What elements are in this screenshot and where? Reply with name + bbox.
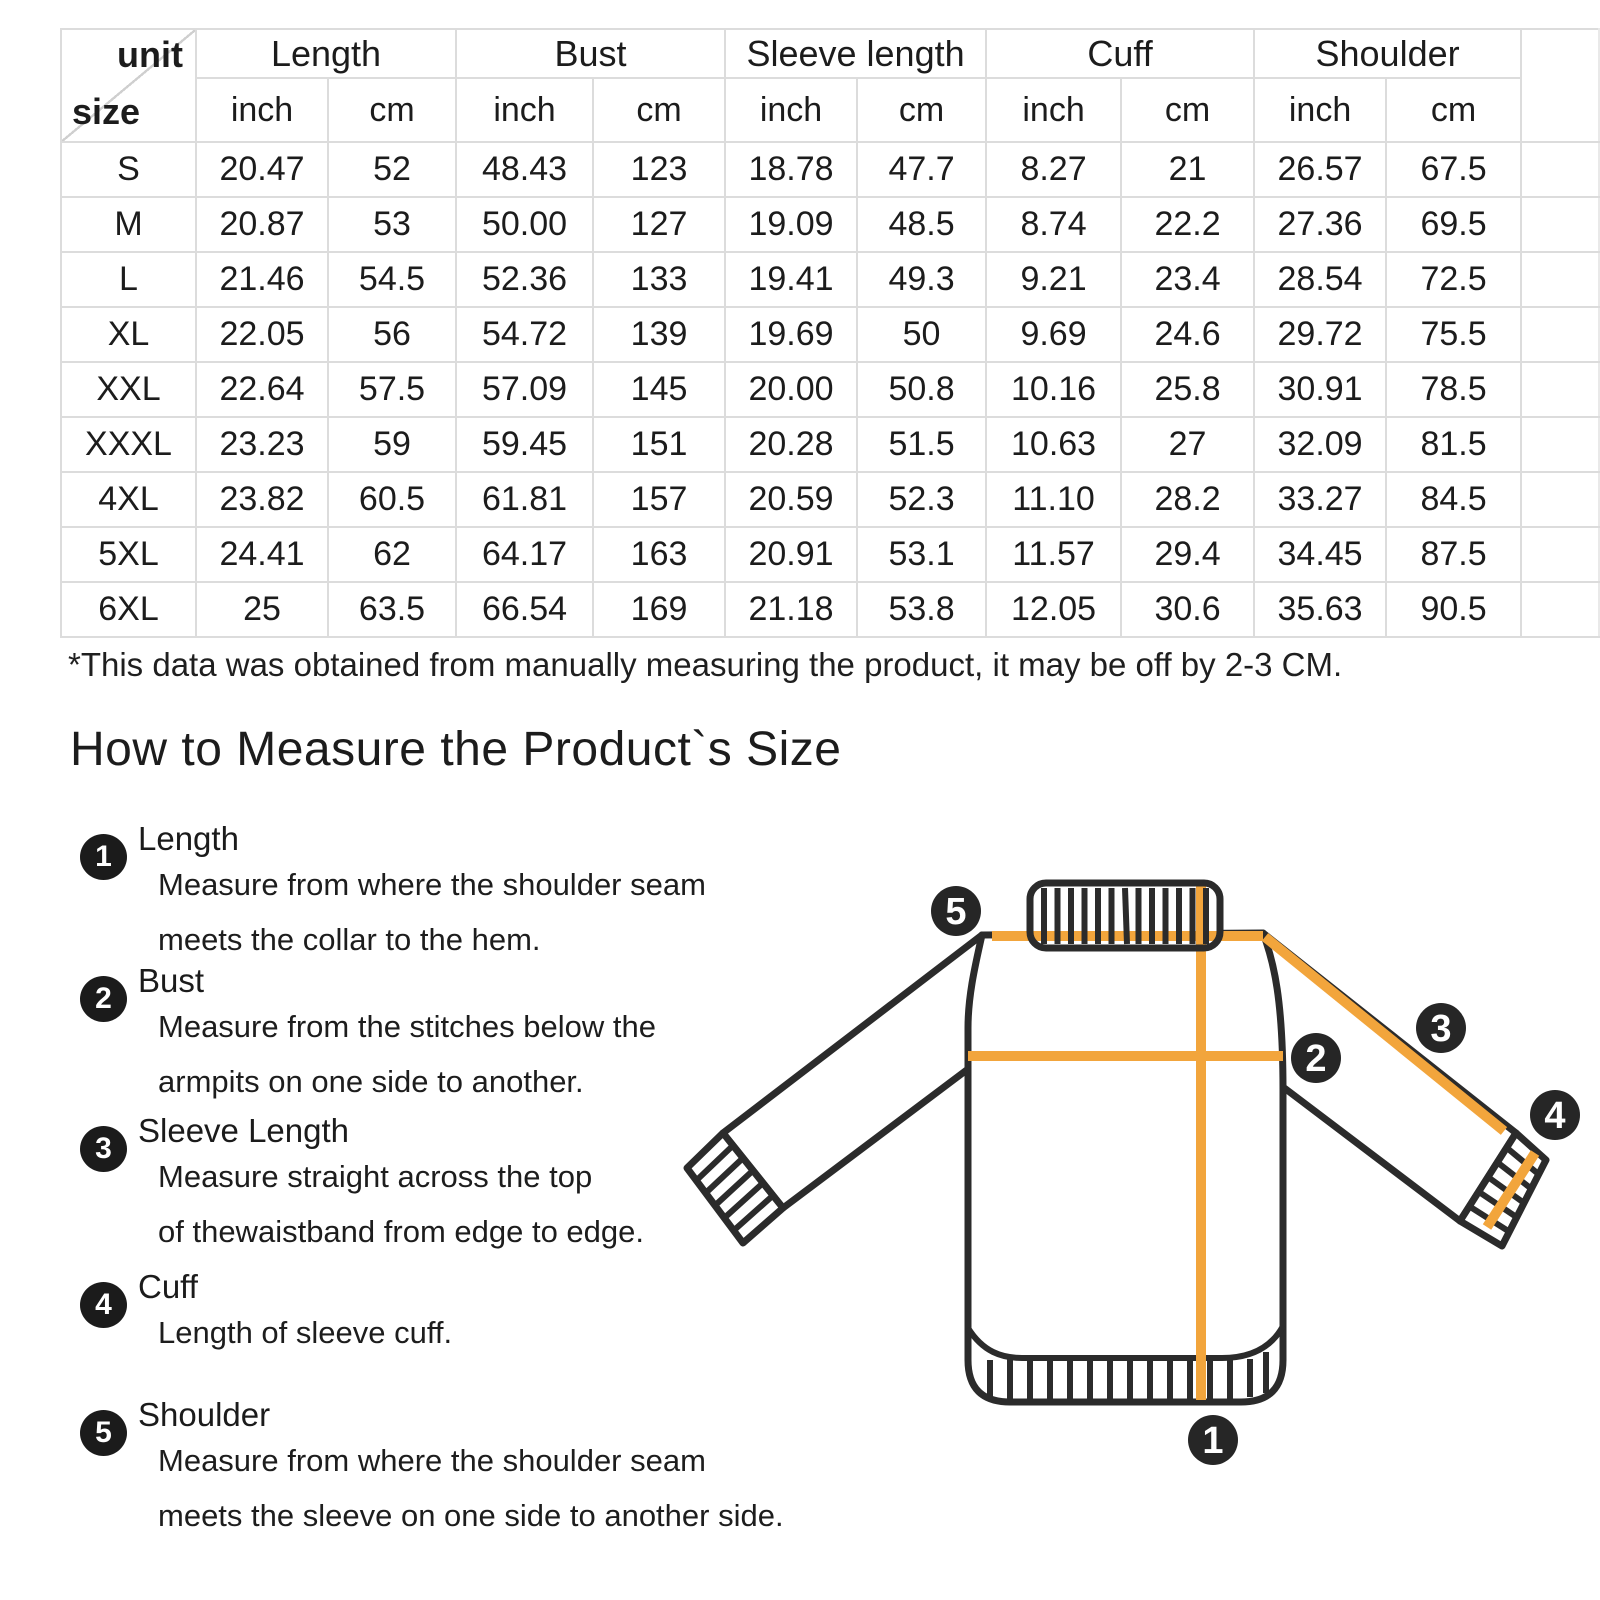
- table-row-l: [61, 252, 1599, 307]
- sweater-body: [968, 933, 1283, 1402]
- value-cell: 11.57: [986, 527, 1121, 582]
- section-title: How to Measure the Product`s Size: [70, 723, 842, 776]
- step-description-line: meets the sleeve on one side to another side.: [158, 1498, 784, 1533]
- value-cell: 28.2: [1121, 472, 1254, 527]
- value-cell: 84.5: [1386, 472, 1521, 527]
- column-group-bust: Bust: [456, 29, 725, 78]
- value-cell: 22.64: [196, 362, 328, 417]
- value-cell: 64.17: [456, 527, 593, 582]
- value-cell: 20.91: [725, 527, 857, 582]
- value-cell: 59: [328, 417, 456, 472]
- value-cell: 27: [1121, 417, 1254, 472]
- column-group-sleeve-length: Sleeve length: [725, 29, 986, 78]
- unit-header-cm: cm: [1121, 78, 1254, 142]
- table-sliver-cell: [1521, 307, 1599, 362]
- step-number-badge: 4: [80, 1282, 127, 1328]
- size-label-s: S: [61, 142, 196, 197]
- table-row-xxl: [61, 362, 1599, 417]
- value-cell: 63.5: [328, 582, 456, 637]
- value-cell: 52: [328, 142, 456, 197]
- table-sliver-cell: [1521, 582, 1599, 637]
- table-row-s: [61, 142, 1599, 197]
- value-cell: 61.81: [456, 472, 593, 527]
- value-cell: 59.45: [456, 417, 593, 472]
- value-cell: 47.7: [857, 142, 986, 197]
- collar-ribbing: [1044, 888, 1206, 944]
- unit-header-inch: inch: [986, 78, 1121, 142]
- value-cell: 54.5: [328, 252, 456, 307]
- table-row-4xl: [61, 472, 1599, 527]
- table-row-5xl: [61, 527, 1599, 582]
- table-sliver-column: [1521, 29, 1599, 142]
- value-cell: 56: [328, 307, 456, 362]
- table-row-xxxl: [61, 417, 1599, 472]
- value-cell: 157: [593, 472, 725, 527]
- svg-text:3: 3: [1430, 1008, 1452, 1050]
- sweater-diagram: [650, 840, 1600, 1480]
- step-description-line: Measure from where the shoulder seam: [158, 867, 706, 902]
- column-group-length: Length: [196, 29, 456, 78]
- size-label-l: L: [61, 252, 196, 307]
- value-cell: 51.5: [857, 417, 986, 472]
- value-cell: 19.69: [725, 307, 857, 362]
- value-cell: 30.6: [1121, 582, 1254, 637]
- size-label-xxxl: XXXL: [61, 417, 196, 472]
- value-cell: 10.63: [986, 417, 1121, 472]
- marker-3: [1416, 1003, 1466, 1053]
- left-sleeve: [723, 935, 982, 1208]
- value-cell: 21: [1121, 142, 1254, 197]
- value-cell: 48.43: [456, 142, 593, 197]
- value-cell: 22.2: [1121, 197, 1254, 252]
- value-cell: 169: [593, 582, 725, 637]
- value-cell: 27.36: [1254, 197, 1386, 252]
- unit-header-cm: cm: [328, 78, 456, 142]
- value-cell: 66.54: [456, 582, 593, 637]
- value-cell: 49.3: [857, 252, 986, 307]
- marker-4: [1530, 1090, 1580, 1140]
- value-cell: 57.09: [456, 362, 593, 417]
- value-cell: 8.27: [986, 142, 1121, 197]
- value-cell: 12.05: [986, 582, 1121, 637]
- value-cell: 29.72: [1254, 307, 1386, 362]
- value-cell: 30.91: [1254, 362, 1386, 417]
- step-description-line: of thewaistband from edge to edge.: [158, 1214, 644, 1249]
- size-table: [60, 28, 1600, 638]
- svg-text:1: 1: [1202, 1420, 1224, 1462]
- value-cell: 69.5: [1386, 197, 1521, 252]
- corner-unit-label: unit: [117, 34, 183, 75]
- value-cell: 18.78: [725, 142, 857, 197]
- value-cell: 20.28: [725, 417, 857, 472]
- step-description-line: meets the collar to the hem.: [158, 922, 541, 957]
- table-row-xl: [61, 307, 1599, 362]
- value-cell: 50: [857, 307, 986, 362]
- table-sliver-cell: [1521, 417, 1599, 472]
- unit-header-cm: cm: [593, 78, 725, 142]
- unit-header-cm: cm: [857, 78, 986, 142]
- unit-header-cm: cm: [1386, 78, 1521, 142]
- value-cell: 23.4: [1121, 252, 1254, 307]
- table-sliver-cell: [1521, 252, 1599, 307]
- value-cell: 9.21: [986, 252, 1121, 307]
- size-label-5xl: 5XL: [61, 527, 196, 582]
- unit-header-inch: inch: [1254, 78, 1386, 142]
- step-description-line: Measure from the stitches below the: [158, 1009, 656, 1044]
- value-cell: 25: [196, 582, 328, 637]
- value-cell: 48.5: [857, 197, 986, 252]
- value-cell: 72.5: [1386, 252, 1521, 307]
- value-cell: 62: [328, 527, 456, 582]
- value-cell: 163: [593, 527, 725, 582]
- marker-5: [931, 886, 981, 936]
- step-title: Length: [138, 820, 239, 857]
- value-cell: 24.41: [196, 527, 328, 582]
- value-cell: 23.23: [196, 417, 328, 472]
- value-cell: 35.63: [1254, 582, 1386, 637]
- table-row-6xl: [61, 582, 1599, 637]
- value-cell: 20.47: [196, 142, 328, 197]
- value-cell: 29.4: [1121, 527, 1254, 582]
- value-cell: 50.8: [857, 362, 986, 417]
- value-cell: 24.6: [1121, 307, 1254, 362]
- value-cell: 87.5: [1386, 527, 1521, 582]
- step-number-badge: 3: [80, 1126, 127, 1172]
- value-cell: 53.8: [857, 582, 986, 637]
- step-description-line: armpits on one side to another.: [158, 1064, 584, 1099]
- column-group-shoulder: Shoulder: [1254, 29, 1521, 78]
- value-cell: 54.72: [456, 307, 593, 362]
- svg-text:5: 5: [945, 891, 967, 933]
- value-cell: 26.57: [1254, 142, 1386, 197]
- value-cell: 34.45: [1254, 527, 1386, 582]
- value-cell: 60.5: [328, 472, 456, 527]
- value-cell: 20.59: [725, 472, 857, 527]
- value-cell: 90.5: [1386, 582, 1521, 637]
- value-cell: 57.5: [328, 362, 456, 417]
- marker-1: [1188, 1415, 1238, 1465]
- step-description-line: Measure from where the shoulder seam: [158, 1443, 706, 1478]
- value-cell: 10.16: [986, 362, 1121, 417]
- sweater-diagram-svg: [650, 840, 1600, 1480]
- value-cell: 133: [593, 252, 725, 307]
- value-cell: 9.69: [986, 307, 1121, 362]
- table-sliver-cell: [1521, 197, 1599, 252]
- table-sliver-cell: [1521, 362, 1599, 417]
- size-label-m: M: [61, 197, 196, 252]
- step-number-badge: 1: [80, 834, 127, 880]
- value-cell: 23.82: [196, 472, 328, 527]
- value-cell: 81.5: [1386, 417, 1521, 472]
- unit-header-inch: inch: [725, 78, 857, 142]
- corner-size-label: size: [72, 91, 141, 132]
- size-label-6xl: 6XL: [61, 582, 196, 637]
- step-title: Sleeve Length: [138, 1112, 350, 1149]
- size-label-xl: XL: [61, 307, 196, 362]
- value-cell: 20.87: [196, 197, 328, 252]
- value-cell: 28.54: [1254, 252, 1386, 307]
- measurement-note: *This data was obtained from manually measuring the product, it may be off by 2-3 CM.: [68, 646, 1343, 683]
- value-cell: 21.46: [196, 252, 328, 307]
- value-cell: 53.1: [857, 527, 986, 582]
- value-cell: 151: [593, 417, 725, 472]
- value-cell: 50.00: [456, 197, 593, 252]
- size-label-4xl: 4XL: [61, 472, 196, 527]
- value-cell: 19.09: [725, 197, 857, 252]
- value-cell: 25.8: [1121, 362, 1254, 417]
- unit-header-inch: inch: [456, 78, 593, 142]
- value-cell: 22.05: [196, 307, 328, 362]
- table-sliver-cell: [1521, 142, 1599, 197]
- step-number-badge: 2: [80, 976, 127, 1022]
- step-title: Bust: [138, 962, 205, 999]
- value-cell: 127: [593, 197, 725, 252]
- value-cell: 123: [593, 142, 725, 197]
- marker-2: [1291, 1033, 1341, 1083]
- corner-cell: [61, 29, 196, 142]
- value-cell: 20.00: [725, 362, 857, 417]
- value-cell: 139: [593, 307, 725, 362]
- svg-text:2: 2: [1305, 1038, 1327, 1080]
- size-label-xxl: XXL: [61, 362, 196, 417]
- step-description-line: Measure straight across the top: [158, 1159, 593, 1194]
- value-cell: 145: [593, 362, 725, 417]
- unit-header-inch: inch: [196, 78, 328, 142]
- step-title: Cuff: [138, 1268, 198, 1305]
- value-cell: 33.27: [1254, 472, 1386, 527]
- value-cell: 78.5: [1386, 362, 1521, 417]
- value-cell: 21.18: [725, 582, 857, 637]
- value-cell: 75.5: [1386, 307, 1521, 362]
- value-cell: 32.09: [1254, 417, 1386, 472]
- value-cell: 19.41: [725, 252, 857, 307]
- table-row-m: [61, 197, 1599, 252]
- value-cell: 52.36: [456, 252, 593, 307]
- table-sliver-cell: [1521, 472, 1599, 527]
- column-group-cuff: Cuff: [986, 29, 1254, 78]
- svg-text:4: 4: [1544, 1095, 1566, 1137]
- value-cell: 53: [328, 197, 456, 252]
- value-cell: 52.3: [857, 472, 986, 527]
- step-number-badge: 5: [80, 1410, 127, 1456]
- table-sliver-cell: [1521, 527, 1599, 582]
- value-cell: 11.10: [986, 472, 1121, 527]
- value-cell: 8.74: [986, 197, 1121, 252]
- value-cell: 67.5: [1386, 142, 1521, 197]
- step-description-line: Length of sleeve cuff.: [158, 1315, 453, 1350]
- step-title: Shoulder: [138, 1396, 271, 1433]
